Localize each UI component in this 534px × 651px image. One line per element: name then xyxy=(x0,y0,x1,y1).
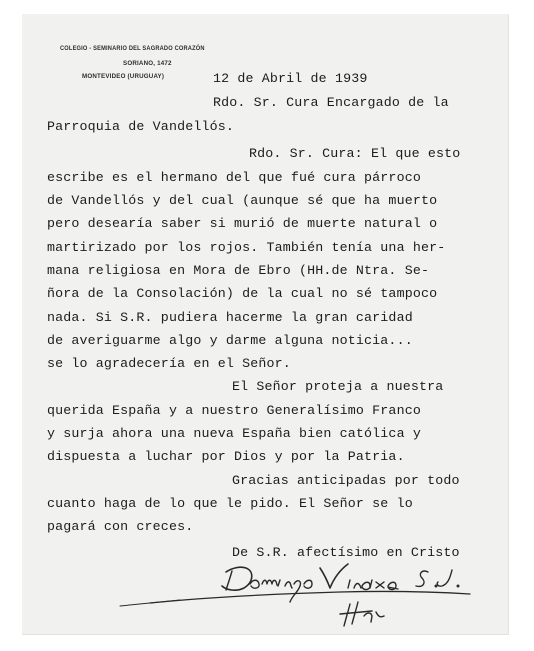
body-line: escribe es el hermano del que fué cura párroco xyxy=(47,170,421,185)
body-line: ñora de la Consolación) de la cual no sé tampoco xyxy=(47,286,438,301)
closing-line: De S.R. afectísimo en Cristo xyxy=(232,545,460,560)
body-line: de averiguarme algo y darme alguna noticia... xyxy=(47,333,413,348)
body-line: de Vandellós y del cual (aunque sé que ha muerto xyxy=(47,193,438,208)
body-line: y surja ahora una nueva España bien católica y xyxy=(47,426,421,441)
letterhead-city: MONTEVIDEO (URUGUAY) xyxy=(82,73,165,80)
body-line: querida España y a nuestro Generalísimo Franco xyxy=(47,403,421,418)
body-line: martirizado por los rojos. También tenía una her- xyxy=(47,240,446,255)
letterhead-street: SORIANO, 1472 xyxy=(123,60,172,67)
body-line: El Señor proteja a nuestra xyxy=(232,379,444,394)
body-line: se lo agradecería en el Señor. xyxy=(47,356,291,371)
body-line: pero desearía saber si murió de muerte natural o xyxy=(47,216,438,231)
body-line: Rdo. Sr. Cura: El que esto xyxy=(249,146,461,161)
body-line: dispuesta a luchar por Dios y por la Patria. xyxy=(47,449,405,464)
recipient-line-2: Parroquia de Vandellós. xyxy=(47,119,234,134)
body-line: mana religiosa en Mora de Ebro (HH.de Ntra. Se- xyxy=(47,263,430,278)
body-line: nada. Si S.R. pudiera hacerme la gran caridad xyxy=(47,310,413,325)
body-line: pagará con creces. xyxy=(47,519,194,534)
letterhead-institution: COLEGIO - SEMINARIO DEL SAGRADO CORAZÓN xyxy=(60,45,205,52)
body-line: Gracias anticipadas por todo xyxy=(232,473,460,488)
recipient-line-1: Rdo. Sr. Cura Encargado de la xyxy=(213,95,449,110)
letter-date: 12 de Abril de 1939 xyxy=(213,71,368,86)
body-line: cuanto haga de lo que le pido. El Señor se lo xyxy=(47,496,413,511)
